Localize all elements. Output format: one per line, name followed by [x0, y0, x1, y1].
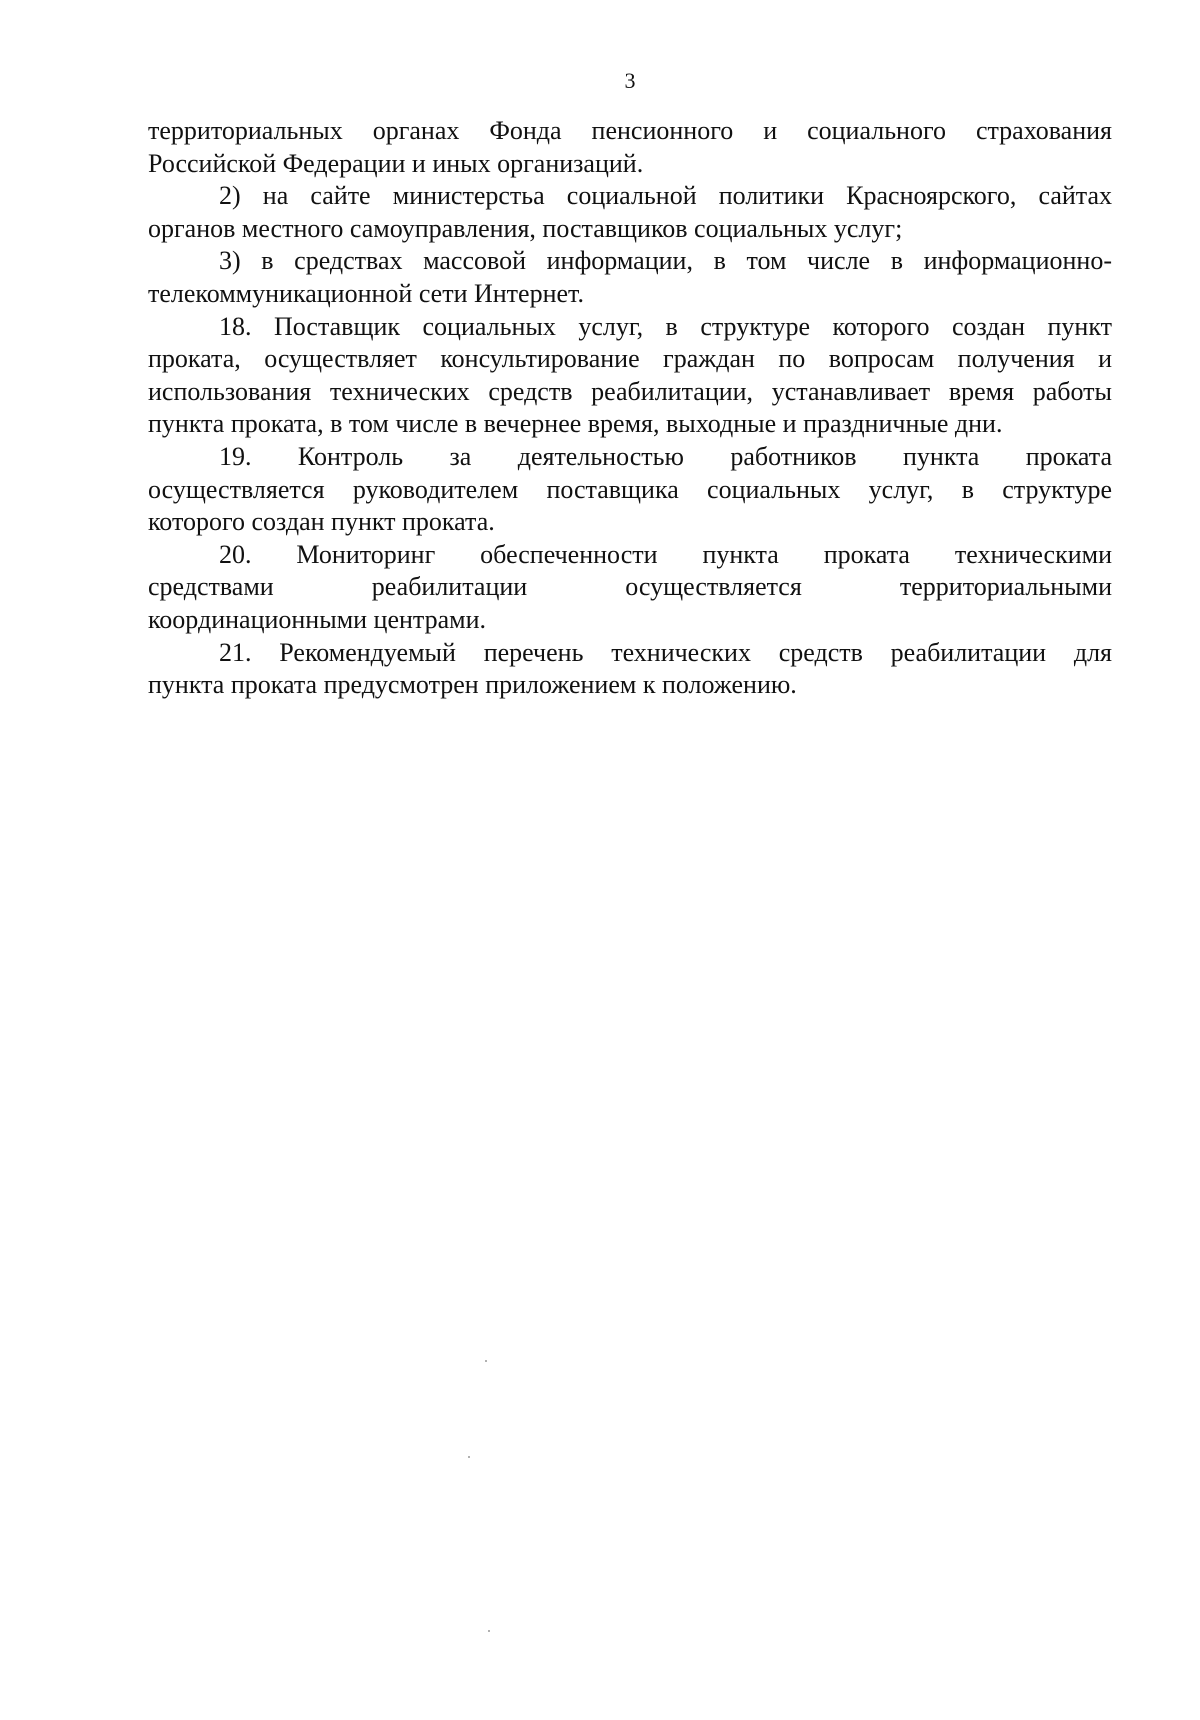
text-line: 19. Контроль за деятельностью работников пункта проката	[219, 441, 1112, 471]
text-line: 21. Рекомендуемый перечень технических средств реабилитации для	[219, 637, 1112, 667]
text-line: которого создан пункт проката.	[148, 507, 495, 537]
text-line: пункта проката предусмотрен приложением к положению.	[148, 670, 797, 700]
paragraph-item-20	[148, 539, 1112, 637]
text-line: территориальных органах Фонда пенсионного и социального страхования	[148, 116, 1112, 145]
document-body	[148, 115, 1112, 702]
paragraph-item-2	[148, 180, 1112, 245]
paragraph-item-18	[148, 311, 1112, 441]
text-line: осуществляется руководителем поставщика социальных услуг, в структуре	[148, 474, 1112, 504]
text-line: использования технических средств реабилитации, устанавливает время работы	[148, 376, 1112, 406]
paragraph-continuation	[148, 115, 1112, 180]
paragraph-item-21	[148, 637, 1112, 702]
page-number: 3	[624, 68, 636, 93]
text-line: телекоммуникационной сети Интернет.	[148, 278, 584, 308]
scan-speck	[488, 1630, 490, 1632]
text-line: пункта проката, в том числе в вечернее время, выходные и праздничные дни.	[148, 409, 1003, 439]
scan-speck	[485, 1360, 487, 1362]
text-line: органов местного самоуправления, поставщиков социальных услуг;	[148, 213, 903, 243]
scan-speck	[468, 1456, 470, 1458]
text-line: средствами реабилитации осуществляется территориальными	[148, 572, 1112, 602]
text-line: 18. Поставщик социальных услуг, в структуре которого создан пункт	[219, 311, 1112, 341]
text-line: 20. Мониторинг обеспеченности пункта проката техническими	[219, 539, 1112, 569]
text-line: 3) в средствах массовой информации, в том числе в информационно-	[219, 246, 1112, 276]
text-line: проката, осуществляет консультирование граждан по вопросам получения и	[148, 344, 1112, 374]
text-line: 2) на сайте министерстьа социальной политики Красноярского, сайтах	[219, 181, 1112, 211]
text-line: координационными центрами.	[148, 604, 487, 634]
paragraph-item-3	[148, 245, 1112, 310]
text-line: Российской Федерации и иных организаций.	[148, 148, 644, 178]
paragraph-item-19	[148, 441, 1112, 539]
